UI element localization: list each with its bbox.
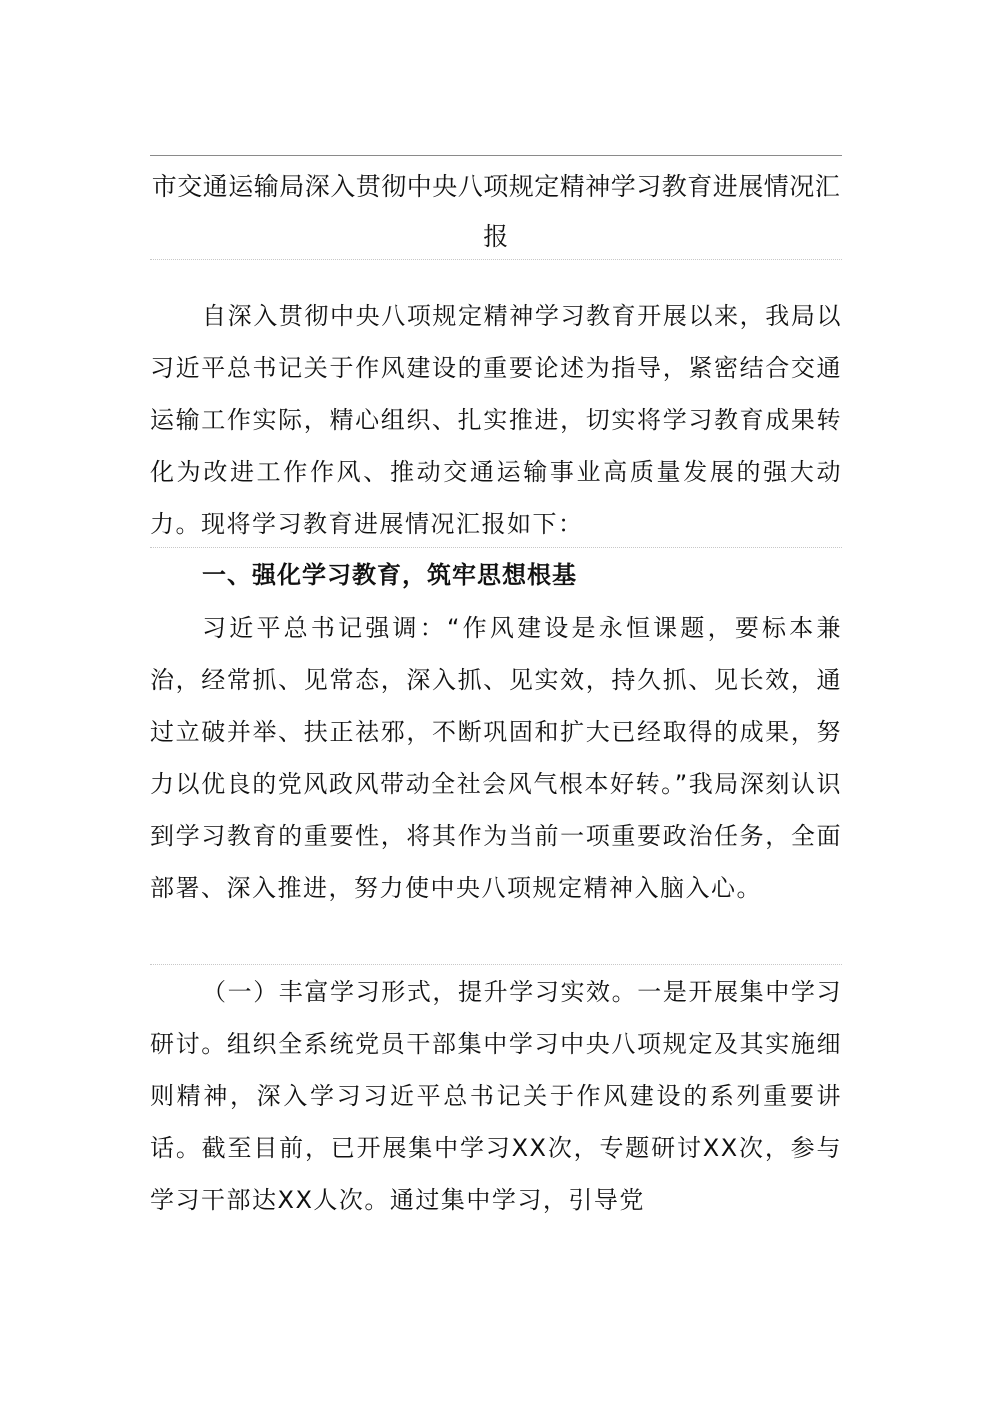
section-heading: 一、强化学习教育，筑牢思想根基 (202, 561, 577, 589)
divider (150, 259, 842, 260)
body-paragraph: 习近平总书记强调：“作风建设是永恒课题，要标本兼治，经常抓、见常态，深入抓、见实效，持久抓、见长效，通过立破并举、扶正祛邪，不断巩固和扩大已经取得的成果，努力以优良的党风政风带动全社会风气根本好转。”我局深刻认识到学习教育的重要性，将其作为当前一项重要政治任务，全面部署、深入推进，努力使中央八项规定精神入脑入心。 (150, 614, 842, 902)
intro-paragraph: 自深入贯彻中央八项规定精神学习教育开展以来，我局以习近平总书记关于作风建设的重要论述为指导，紧密结合交通运输工作实际，精心组织、扎实推进，切实将学习教育成果转化为改进工作作风、推动交通运输事业高质量发展的强大动力。现将学习教育进展情况汇报如下： (150, 302, 842, 538)
header-rule (150, 155, 842, 156)
divider (150, 964, 842, 965)
subsection-paragraph: （一）丰富学习形式，提升学习实效。一是开展集中学习研讨。组织全系统党员干部集中学习中央八项规定及其实施细则精神，深入学习习近平总书记关于作风建设的系列重要讲话。截至目前，已开展集中学习XX次，专题研讨XX次，参与学习干部达XX人次。通过集中学习，引导党 (150, 978, 842, 1214)
divider (150, 547, 842, 548)
document-title: 市交通运输局深入贯彻中央八项规定精神学习教育进展情况汇报 (151, 172, 841, 251)
